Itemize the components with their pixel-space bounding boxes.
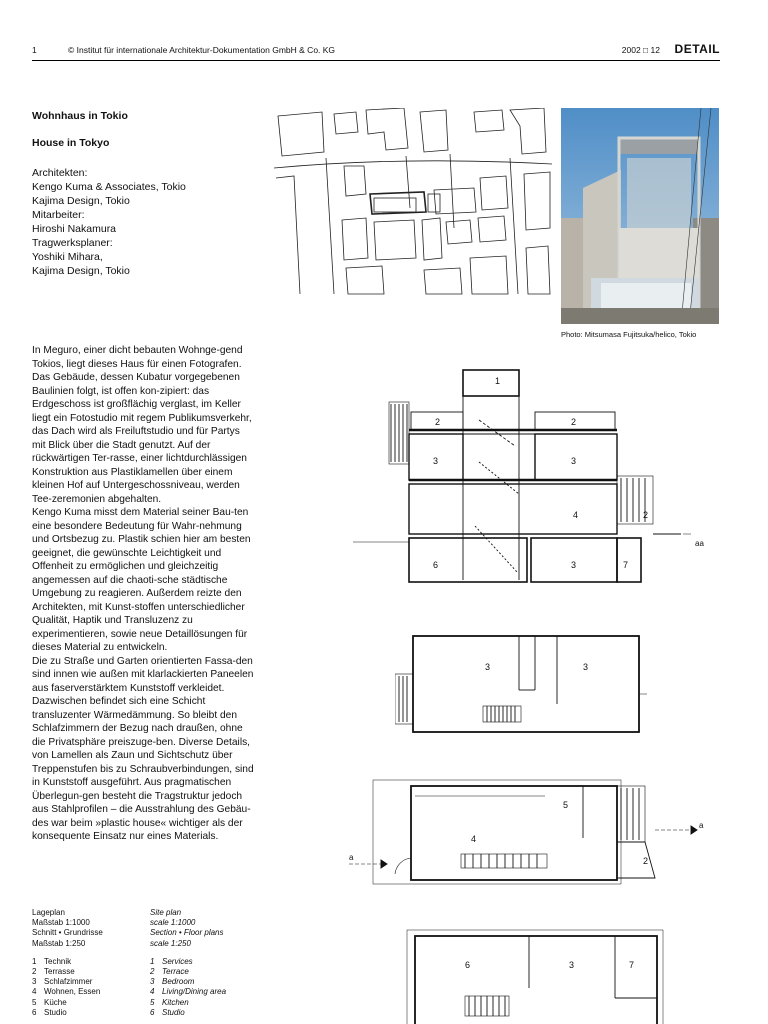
room-label: 3 bbox=[583, 662, 589, 672]
legend-de: Küche bbox=[44, 997, 67, 1007]
upper-floor-plan bbox=[395, 634, 655, 740]
legend-number: 1 bbox=[150, 956, 155, 966]
scale-de: Lageplan bbox=[32, 908, 65, 917]
room-label: 3 bbox=[571, 456, 577, 466]
room-label: 2 bbox=[643, 510, 649, 520]
room-label: 5 bbox=[563, 800, 569, 810]
legend-number: 1 bbox=[32, 956, 37, 966]
room-label: 6 bbox=[433, 560, 439, 570]
scale-en: Site plan bbox=[150, 908, 182, 917]
credit-line: Kengo Kuma & Associates, Tokio bbox=[32, 181, 186, 193]
scale-de: Schnitt • Grundrisse bbox=[32, 928, 103, 938]
page-number: 1 bbox=[32, 45, 37, 55]
legend-number: 5 bbox=[32, 997, 37, 1007]
legend-de: Schlafzimmer bbox=[44, 977, 93, 987]
legend-en: Bedroom bbox=[162, 977, 195, 987]
scale-en: Section • Floor plans bbox=[150, 928, 224, 938]
title-english: House in Tokyo bbox=[32, 137, 110, 149]
room-label: 2 bbox=[435, 417, 441, 427]
credit-line: Tragwerksplaner: bbox=[32, 237, 113, 249]
legend-en: Services bbox=[162, 956, 193, 966]
room-label: 7 bbox=[629, 960, 635, 970]
section-drawing bbox=[345, 366, 750, 592]
legend-de: Technik bbox=[44, 956, 72, 966]
section-marker-left: a bbox=[349, 853, 354, 862]
legend-number: 4 bbox=[150, 987, 155, 997]
legend-en: Living/Dining area bbox=[162, 987, 227, 997]
brand-logo: DETAIL bbox=[674, 42, 720, 56]
room-label: 3 bbox=[571, 560, 577, 570]
paragraph: In Meguro, einer dicht bebauten Wohnge-gend Tokios, liegt dieses Haus für einen Fotografen. Das Gebäude, dessen Kubatur vorgegebenen Baulinien folgt, ist offen kon-zipiert: das Erdgeschoss ist großflächig verglast, im Keller liegt ein Fotostudio mit regem Publikumsverkehr, das Dach wird als Freiluftstudio und für Partys mit Blick über die Stadt genutzt. Auf der rückwärtigen Ter-rasse, einer lichtdurchlässigen Konstruktion aus Plastiklamellen über einem kleinen Hof auf Untergeschossniveau, werden Tee-zeremonien abgehalten. bbox=[32, 345, 252, 505]
room-label: 2 bbox=[571, 417, 577, 427]
section-marker-right: a bbox=[699, 821, 704, 830]
credit-line: Mitarbeiter: bbox=[32, 209, 85, 221]
legend-de: Studio bbox=[44, 1007, 67, 1017]
room-label: 1 bbox=[495, 376, 501, 386]
legend-number: 2 bbox=[32, 967, 37, 977]
legend-number: 5 bbox=[150, 997, 155, 1007]
credit-line: Hiroshi Nakamura bbox=[32, 223, 117, 235]
building-photo bbox=[561, 108, 719, 324]
title-german: Wohnhaus in Tokio bbox=[32, 110, 128, 122]
legend-en: Kitchen bbox=[162, 997, 189, 1007]
room-label: 4 bbox=[471, 834, 477, 844]
legend-number: 2 bbox=[150, 967, 155, 977]
legend bbox=[32, 908, 226, 1018]
legend-number: 6 bbox=[150, 1007, 155, 1017]
legend-number: 4 bbox=[32, 987, 37, 997]
section-label: aa bbox=[695, 539, 704, 548]
legend-de: Terrasse bbox=[44, 967, 75, 977]
photo-credit: Photo: Mitsumasa Fujitsuka/helico, Tokio bbox=[561, 330, 697, 339]
scale-en: scale 1:1000 bbox=[150, 918, 196, 928]
legend-number: 6 bbox=[32, 1007, 37, 1017]
room-label: 2 bbox=[643, 856, 649, 866]
legend-en: Studio bbox=[162, 1007, 185, 1017]
legend-number: 3 bbox=[32, 977, 37, 987]
room-label: 7 bbox=[623, 560, 629, 570]
room-label: 3 bbox=[485, 662, 491, 672]
room-label: 3 bbox=[433, 456, 439, 466]
room-label: 4 bbox=[573, 510, 579, 520]
room-label: 6 bbox=[465, 960, 471, 970]
credit-line: Yoshiki Mihara, bbox=[32, 251, 103, 263]
page-header bbox=[32, 40, 720, 61]
issue-number: 2002 □ 12 bbox=[621, 45, 660, 55]
article-body bbox=[32, 344, 254, 844]
room-label: 3 bbox=[569, 960, 575, 970]
legend-en: Terrace bbox=[162, 967, 189, 977]
ground-floor-plan bbox=[345, 778, 750, 890]
legend-de: Wohnen, Essen bbox=[44, 987, 101, 997]
credit-line: Kajima Design, Tokio bbox=[32, 195, 130, 207]
credit-line: Architekten: bbox=[32, 167, 88, 179]
scale-en: scale 1:250 bbox=[150, 938, 191, 948]
scale-de: Maßstab 1:1000 bbox=[32, 918, 90, 928]
basement-plan bbox=[405, 928, 667, 1024]
site-plan bbox=[274, 108, 552, 296]
institute-credit: © Institut für internationale Architektur-Dokumentation GmbH & Co. KG bbox=[68, 45, 336, 55]
legend-number: 3 bbox=[150, 977, 155, 987]
scale-de: Maßstab 1:250 bbox=[32, 938, 86, 948]
credit-line: Kajima Design, Tokio bbox=[32, 265, 130, 277]
credits bbox=[32, 166, 272, 278]
paragraph: Die zu Straße und Garten orientierten Fassa-den sind innen wie außen mit klarlackierten Paneelen aus faserverstärktem Kunststoff verkleidet. Dazwischen befindet sich eine Schicht transluzenter Wärmedämmung. So bleibt den Schlafzimmern der Bezug nach draußen, ohne die Privatsphäre preiszuge-ben. Diverse Details, von Lamellen als Zaun und Sichtschutz über Treppenstufen bis zu Schraubverbindungen, sind in Kunststoff ausgeführt. Aus pragmatischen Überlegun-gen besteht die Tragstruktur jedoch aus Stahlprofilen – die Ausstrahlung des Gebäu-des war beim »plastic house« wichtiger als der konsequente Einsatz nur eines Materials. bbox=[32, 655, 254, 842]
paragraph: Kengo Kuma misst dem Material seiner Bau-ten eine besondere Bedeutung für Wahr-nehmung und Ortsbezug zu. Plastik schien hier am besten geeignet, die gewünschte Leichtigkeit und Offenheit zu ermöglichen und gleichzeitig angemessen auf die chaoti-sche städtische Umgebung zu reagieren. Außerdem reizte den Architekten, mit Kunst-stoffen unterschiedlicher Qualität, Haptik und Transluzenz zu experimentieren, sowie neue Detaillösungen für dieses Material zu entwickeln. bbox=[32, 507, 251, 653]
